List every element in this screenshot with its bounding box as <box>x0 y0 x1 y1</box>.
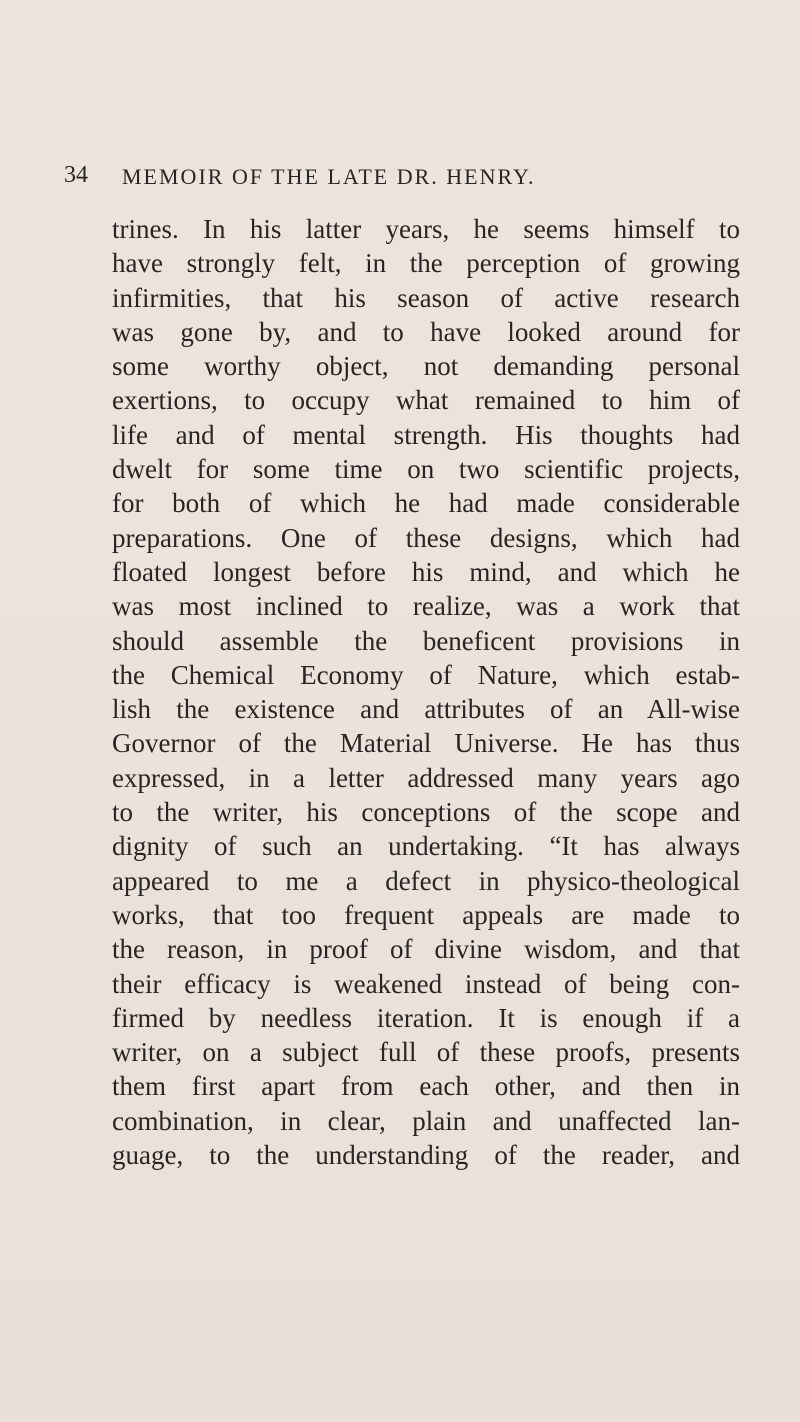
text-line: dwelt for some time on two scientific projects, <box>112 454 740 485</box>
text-line: combination, in clear, plain and unaffected lan- <box>112 1105 740 1136</box>
text-line: the reason, in proof of divine wisdom, and that <box>112 934 740 965</box>
text-line: their efficacy is weakened instead of being con- <box>112 968 740 999</box>
running-head <box>64 162 764 198</box>
text-line: floated longest before his mind, and which he <box>112 556 740 587</box>
text-line: was most inclined to realize, was a work that <box>112 591 740 622</box>
text-line: should assemble the beneficent provisions in <box>112 625 740 656</box>
text-line: for both of which he had made considerable <box>112 488 740 519</box>
text-line: works, that too frequent appeals are made to <box>112 899 740 930</box>
text-line: infirmities, that his season of active research <box>112 282 740 313</box>
page-number: 34 <box>64 162 88 188</box>
text-line: life and of mental strength. His thoughts had <box>112 419 740 450</box>
text-line: appeared to me a defect in physico-theological <box>112 865 740 896</box>
text-line: firmed by needless iteration. It is enough if a <box>112 1002 740 1033</box>
text-line: was gone by, and to have looked around for <box>112 316 740 347</box>
running-title: MEMOIR OF THE LATE DR. HENRY. <box>122 164 536 189</box>
text-line: Governor of the Material Universe. He has thus <box>112 728 740 759</box>
text-line: lish the existence and attributes of an All-wise <box>112 694 740 725</box>
text-line: some worthy object, not demanding personal <box>112 351 740 382</box>
text-line: expressed, in a letter addressed many years ago <box>112 762 740 793</box>
text-line: exertions, to occupy what remained to him of <box>112 385 740 416</box>
text-line: have strongly felt, in the perception of growing <box>112 248 740 279</box>
text-line: preparations. One of these designs, which had <box>112 522 740 553</box>
text-line: them first apart from each other, and then in <box>112 1071 740 1102</box>
text-line: trines. In his latter years, he seems himself to <box>112 214 740 244</box>
text-line: the Chemical Economy of Nature, which estab- <box>112 659 740 690</box>
text-line: guage, to the understanding of the reader, and <box>112 1140 740 1171</box>
text-line: to the writer, his conceptions of the scope and <box>112 797 740 828</box>
text-line: writer, on a subject full of these proofs, presents <box>112 1037 740 1068</box>
body-text <box>112 212 740 1172</box>
text-line: dignity of such an undertaking. “It has always <box>112 831 740 862</box>
